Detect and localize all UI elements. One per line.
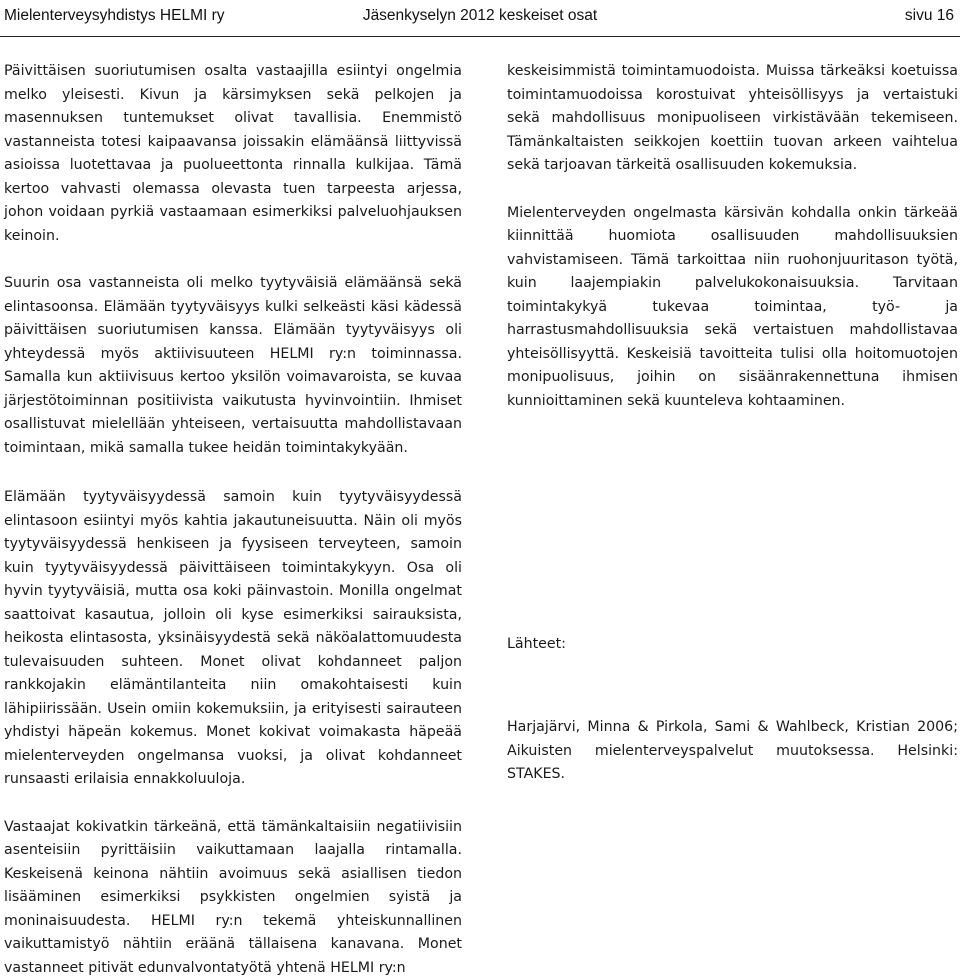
paragraph-daily-functioning: Päivittäisen suoriutumisen osalta vastaajilla esiintyi ongelmia melko yleisesti. Kivun ja kärsimyksen sekä pelkojen ja masennuksen tuntemukset olivat tavallisia. Enemmistö vastanneista totesi kaipaavansa joissakin elämäänsä liittyvissä asioissa luotettavaa ja puolueettonta rinnalla kulkijaa. Tämä kertoo vahvasti olemassa olevasta tuen tarpeesta arjessa, johon voidaan pyrkiä vastaamaan esimerkiksi palveluohjauksen keinoin. xyxy=(4,60,462,248)
paragraph-attitudes: Vastaajat kokivatkin tärkeänä, että tämänkaltaisiin negatiivisiin asenteisiin pyrittäisiin vaikuttamaan laajalla rintamalla. Keskeisenä keinona nähtiin avoimuus sekä asiallisen tiedon lisääminen esimerkiksi psykkisten ongelmien syistä ja moninaisuudesta. HELMI ry:n tekemä yhteiskunnallinen vaikuttamistyö nähtiin eräänä tällaisena kanavana. Monet vastanneet pitivät edunvalvontatyötä yhtenä HELMI ry:n xyxy=(4,816,462,980)
paragraph-life-satisfaction: Suurin osa vastanneista oli melko tyytyväisiä elämäänsä sekä elintasoonsa. Elämään tyytyväisyys kulki selkeästi käsi kädessä päivittäisen suoriutumisen kanssa. Elämään tyytyväisyys oli yhteydessä myös aktiivisuuteen HELMI ry:n toiminnassa. Samalla kun aktiivisuus kertoo yksilön voimavaroista, se kuvaa järjestötoiminnan positiivista vaikutusta hyvinvointiin. Ihmiset osallistuvat mielellään yhteiseen, vertaisuutta mahdollistavaan toimintaan, mikä samalla tukee heidän toimintakykyään. xyxy=(4,272,462,460)
reference-entry: Harjajärvi, Minna & Pirkola, Sami & Wahlbeck, Kristian 2006; Aikuisten mielenterveyspalvelut muutoksessa. Helsinki: STAKES. xyxy=(507,716,958,787)
page-number: sivu 16 xyxy=(905,7,954,25)
paragraph-polarization: Elämään tyytyväisyydessä samoin kuin tyytyväisyydessä elintasoon esiintyi myös kahtia jakautuneisuutta. Näin oli myös tyytyväisyydessä henkiseen ja fyysiseen terveyteen, samoin kuin tyytyväisyydessä päivittäiseen toimintakykyyn. Osa oli hyvin tyytyväisiä, mutta osa koki päinvastoin. Monilla ongelmat saattoivat kasautua, jolloin oli kyse esimerkiksi sairauksista, heikosta elintasosta, yksinäisyydestä sekä näköalattomuudesta tulevaisuuden suhteen. Monet olivat kohdanneet paljon rankkojakin elämäntilanteita niin omakohtaisesti kuin lähipiirissään. Usein omiin kokemuksiin, ja erityisesti sairauteen yhdistyi häpeän kokemus. Monet kokivat voimakasta häpeää mielenterveyden ongelmansa vuoksi, ja olivat kohdanneet runsaasti erilaisia ennakkoluuloja. xyxy=(4,486,462,792)
paragraph-participation: Mielenterveyden ongelmasta kärsivän kohdalla onkin tärkeää kiinnittää huomiota osallisuuden mahdollisuuksien vahvistamiseen. Tämä tarkoittaa niin ruohonjuuritason työtä, kuin laajempiakin palvelukokonaisuuksia. Tarvitaan toimintakykyä tukevaa toimintaa, työ- ja harrastusmahdollisuuksia sekä vertaistuen mahdollistavaa yhteisöllisyyttä. Keskeisiä tavoitteita tulisi olla hoitomuotojen monipuolisuus, joihin on sisäänrakennettuna ihmisen kunnioittaminen sekä kuunteleva kohtaaminen. xyxy=(507,202,958,414)
left-column xyxy=(4,60,462,980)
document-title: Jäsenkyselyn 2012 keskeiset osat xyxy=(0,7,960,25)
page-header xyxy=(0,0,960,37)
sources-heading: Lähteet: xyxy=(507,633,566,657)
organization-name: Mielenterveysyhdistys HELMI ry xyxy=(4,7,225,25)
right-column xyxy=(507,60,958,413)
paragraph-activities: keskeisimmistä toimintamuodoista. Muissa tärkeäksi koetuissa toimintamuodoissa korostuivat yhteisöllisyys ja vertaistuki sekä mahdollisuus monipuoliseen virkistävään tekemiseen. Tämänkaltaisten seikkojen koettiin tuovan arkeen vaihtelua sekä tarjoavan tärkeitä osallisuuden kokemuksia. xyxy=(507,60,958,178)
